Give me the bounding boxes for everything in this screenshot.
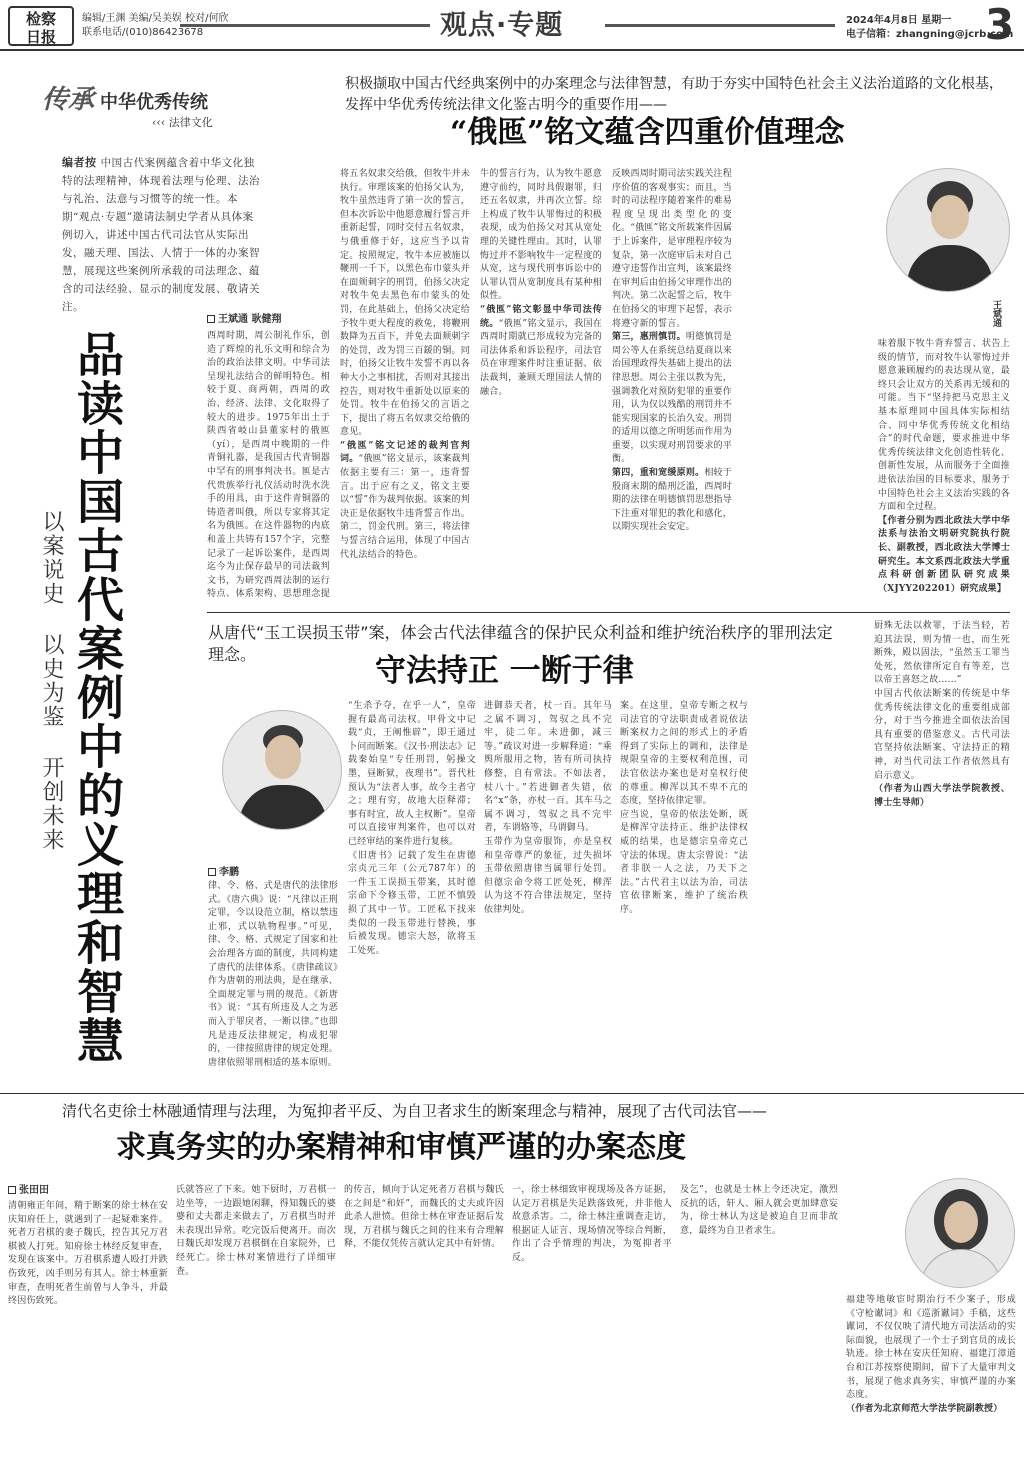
article1-col4: 反映西周时期司法实践关注程序价值的客观事实；而且，当时的司法程序随着案件的难易程度呈现出类型化的变化。“俄匜”铭文所载案件因属于上诉案件，是审理程序较为复杂，第一次庭审后未对自己遵守违誓作出宣判，该案最终在审判后由伯扬父审理作出的判决。第二次起誓之后，牧牛在伯扬父的审理下起誓，表示将遵守新的誓言。 第三，惠刑慎罚。明德慎罚是周公等人在系统总结夏商以来治国理政得失基础上提出的法律思想。周公主张以教为先，强调教化对预防犯罪的重要作用，认为仅以残酷的刑罚并不能实现国家的长治久安。刑罚的适用以德之所明惩而作用为重要，以实现对刑罚要求的平衡。 第四，重和宽缓原则。相较于殷商末期的酷刑泛滥，西周时期的法律在明德慎罚思想指导下注重对罪犯的教化和感化，以期实现社会安定。: [612, 169, 732, 533]
article3-col1: 清朝雍正年间，精于断案的徐士林在安庆知府任上，就遇到了一起疑难案件。死者万君棋的妻子魏氏，控告其兄万君棋被人打死。知府徐士林经反复审查，发现在该案中。万君棋系遭人殴打并跌伤致死，凶手则另有其人。徐士林重新审查，查明死者生前曾与人争斗，并最终因伤致死。: [8, 1201, 168, 1307]
editor-note-text: 中国古代案例蕴含着中华文化独特的法理精神，体现着法理与伦理、法治与礼治、法意与习惯等的统一性。本期“观点·专题”邀请法制史学者从具体案例切入，讲述中国古代司法官从实际出发，融天理、国法、人情于一体的办案智慧，展现这些案例所承载的司法理念、蕴含的司法经验、显示的制度发展、敬请关注。: [62, 157, 260, 313]
newspaper-logo: 检察 日报: [8, 6, 74, 46]
author-photo: [905, 1178, 1015, 1288]
article2-col2: “生杀予夺，在乎一人”，皇帝握有最高司法权。甲骨文中记载“贞，王阐惟辟”，即王通过卜问而断案。《汉书·刑法志》记载秦始皇“专任刑罚，躬操文墨，昼断狱，夜理书”。晋代杜预认为“法者人事，故今主者守之；理有穷，故地大臣释滞；事有时宜，故人主权断”。皇帝可以直接审判案件，也可以对已经审结的案件进行复核。 《旧唐书》记载了发生在唐德宗贞元三年（公元787年）的一件玉工误损玉带案，其时德宗命下令修玉带，工匠不慎毁损了其中一节。工匠私下找来类似的一段玉带进行替换，事后被发现。德宗大怒，欲将玉工处死。: [348, 701, 476, 956]
series-vertical-title: 品读中国古代案例中的义理和智慧: [69, 330, 124, 1065]
article3-col2: 氏就答应了下来。她下厨时，万君棋一边坐等，一边跟她闲聊，得知魏氏的婆婆和丈夫都走来做去了，万君棋当时并未表现出异常。吃完饭后便离开。而次日魏氏却发现万君棋倒在自家院外，已经死亡。徐士林对案情进行了详细审查。: [176, 1185, 336, 1277]
column-brand: [42, 85, 292, 145]
article1-col5: 味着服下牧牛背弃誓言、状告上级的情节，而对牧牛认罪悔过并愿意兼顾履约的表达现从宽，最终只会让双方的关系再无缓和的可能。当下“坚持把马克思主义基本原理同中国具体实际相结合、同中华优秀传统文化相结合”的时代命题，要求推进中华优秀传统法律文化创造性转化、创新性发展，从而服务于全面推进依法治国的目标要求，服务于中国特色社会主义法治实践的各方面和全过程。 【作者分别为西北政法大学中华法系与法治文明研究院执行院长、副教授，西北政法大学博士研究生。本文系西北政法大学重点科研创新团队研究成果（XJYY202201）研究成果】: [878, 339, 1010, 594]
article3-col5: 及乞”，也就是士林上令还决定，激烈反抗的话，轩人、厢人就会更加肆意妄为，徐士林认为这是被迫自卫而非故意，最终为自卫者求生。: [680, 1185, 838, 1236]
article2-col5: 厨殊无法以救罪，于法当轻，若迫其法误，则为情一也，而生死断殊，殿以固法，“虽然玉工罪当处死，然依律所定自有等差，岂以帝王喜怒之故……” 中国古代依法断案的传统是中华优秀传统法律文化的重要组成部分，对于当今推进全面依法治国具有重要的借鉴意义。古代司法官坚持依法断案、守法持正的精神，对当代司法工作者依然具有启示意义。 （作者为山西大学法学院教授、博士生导师）: [874, 621, 1010, 808]
article2-col4: 案。在这里，皇帝专断之权与司法官的守法职责成者说依法断案权力之间的形式上的矛盾得到了实际上的调和，法律是规限皇帝的主要权利范围，司法官依法办案也是对皇权行使的尊重。柳浑以其不卑不亢的态度，坚持依律定罪。 应当说，皇帝的依法处断，既是柳浑守法持正、维护法律权威的结果，也是德宗皇帝克己守法的体现。唐太宗曾说：“法者非朕一人之法，乃天下之法。”古代君主以法为治，司法官依律断案，维护了统治秩序。: [620, 701, 748, 915]
series-vertical-subtitle: 以案说史 以史为鉴 开创未来: [39, 510, 64, 852]
byline-box-icon: [208, 868, 216, 876]
brand-title: 传承 中华优秀传统: [42, 85, 209, 115]
article2-col1: 律、令、格、式是唐代的法律形式。《唐六典》说：“凡律以正刑定罪，令以设范立制，格以禁违止邪，式以轨物程事。”可见，律、令、格、式规定了国家和社会治理各方面的制度，共同构建了唐代的法律体系。《唐律疏议》作为唐朝的刑法典，是在继承、全面规定罪与刑的规范。《新唐书》说：“其有所违及人之为恶而入于罪戾者，一断以律。”也即凡是违反法律规定，构成犯罪的，一律按照唐律的规定处理。唐律依照罪刑相适的基本原则。: [208, 881, 338, 1068]
article1-author: 王斌通: [991, 300, 1001, 327]
article2-byline: 李鹏: [208, 866, 239, 880]
article3-byline: 张田田: [8, 1184, 49, 1198]
article3-col3: 的传言，倾向于认定死者万君棋与魏氏在之间是“和奸”，而魏氏的丈夫或许因此杀人泄愤。但徐士林在审查证据后发现，万君棋与魏氏之间的往来有合理解释，不能仅凭传言就认定其中有奸情。: [344, 1185, 504, 1250]
masthead-divider: [0, 49, 1024, 51]
article3-lead: 清代名吏徐士林融通情理与法理，为冤抑者平反、为自卫者求生的断案理念与精神，展现了古代司法官——: [62, 1102, 768, 1120]
author-photo: [222, 710, 342, 830]
masthead-rule-left: [180, 24, 430, 27]
page-number: 3: [985, 0, 1015, 49]
section-divider-2: [0, 1093, 1024, 1094]
article3-headline: 求真务实的办案精神和审慎严谨的办案态度: [116, 1130, 686, 1165]
article3-col6: 福建等地敏宦时期治行不少案子，形成《守枪谳词》和《巡浙谳词》手稿，这些谳词，不仅仅映了清代地方司法活动的实际面貌，也展现了一个士子到官员的成长轨迹。徐士林在安庆任知府、福建汀漳道台和江苏按察使期间，留下了大量审判文书，展现了他求真务实、审慎严谨的办案态度。 （作者为北京师范大学法学院副教授）: [846, 1295, 1016, 1414]
article1-lead: 积极撷取中国古代经典案例中的办案理念与法律智慧，有助于夯实中国特色社会主义法治道路的文化根基，发挥中华优秀传统法律文化鉴古明今的重要作用——: [345, 76, 1003, 113]
series-byline: 王斌通 耿健翔: [207, 313, 281, 327]
article1-col3: 牛的誓言行为，认为牧牛愿意遵守前约，同时具假谢罪，归还五名奴隶，并再次立誓。综上构成了牧牛认罪悔过的积极表现，成为伯扬父对其从宽处理的关键性理由。其时，认罪悔过并不影响牧牛一定程度的从宽，这与现代刑事诉讼中的认罪认罚从宽制度具有某种相似性。 “俄匜”铭文彰显中华司法传统。“俄匜”铭文显示，我国在西周时期就已形成较为完备的司法体系和诉讼程序，司法官员在审理案件时注重证据、依法裁判，兼顾天理国法人情的融合。: [480, 169, 602, 397]
article2-headline: 守法持正 一断于律: [375, 653, 634, 689]
editor-note-label: 编者按: [62, 156, 97, 169]
issue-date: 2024年4月8日 星期一 电子信箱：zhangning@jcrb.com: [846, 15, 1014, 40]
byline-box-icon: [207, 315, 215, 323]
editor-credits: 编辑/王渊 美编/吴美娱 校对/何欣 联系电话/(010)86423678: [82, 13, 229, 38]
article2-col4-cont: [756, 700, 866, 1085]
article3-col4: 一，徐士林细致审视现场及各方证据，认定万君棋是失足跌落致死，并非他人故意杀害。二，徐士林注重调查走访，根据证人证言、现场情况等综合判断，作出了合乎情理的判决，为冤抑者平反。: [512, 1185, 672, 1263]
article1-col4-cont: [742, 168, 878, 600]
section-title: 观点·专题: [440, 10, 564, 41]
article1-col2: 将五名奴隶交给俄，但牧牛并未执行。审理该案的伯扬父认为，牧牛虽然违背了第一次的誓言，但本次诉讼中他愿意履行誓言并重新起誓，同时交付五名奴隶，与俄重修于好，这应当予以肯定。按照规定，牧牛本应被施以鞭刑一千下，以黑色布巾蒙头并在面颊刺字的刑罚，伯扬父决定对牧牛免去黑色布巾蒙头的处罚，在此基础上，伯扬父决定给予牧牛更大程度的救免，将鞭刑数降为五百下，并免去面颊刺字的处罚，改为罚三百鍰的铜。同时，伯扬父让牧牛发誓不再以各种大小之事相扰，否则对其接出控告，则对牧牛重新处以原来的处罚。牧牛在伯扬父的言语之下，提出了将五名奴隶交给俄的意见。 “俄匜”铭文记述的裁判官判词。“俄匜”铭文显示，该案裁判依据主要有三：第一，违背誓言。出于应有之义，铭文主要以“誓”作为裁判依据。该案的判决正是依据牧牛违背誓言作出。第二，罚金代刑。第三，将法律与誓言结合运用，体现了中国古代礼法结合的特色。: [340, 169, 470, 560]
section-divider-1: [207, 612, 1010, 613]
editor-note: [62, 154, 262, 316]
brand-subtitle: ‹‹‹ 法律文化: [152, 116, 213, 129]
article1-col1: 西周时期，周公制礼作乐，创造了辉煌的礼乐文明和综合为治的政治法律文明。中华司法呈现礼法结合的鲜明特色。相较于夏、商两朝，西周的政治、经济、法律、文化取得了较大的进步。1975年出土于陕西省岐山县董家村的俄匜（yí），是西周中晚期的一件青铜礼器，是我国古代青铜器中罕有的刑事判决书。匜是古代贵族举行礼仪活动时洗水洗手的用具，由于这件青铜器的铸造者叫俄，所以专家将其定名为俄匜。在这件器物的内底和盖上共铸有157个字，完整记录了一起诉讼案件，是西周迄今为止保存最早的司法裁判文书，为研究西周法制的运行特点、体系架构、思想理念提: [207, 331, 330, 600]
article2-col3: 进御恭天者，杖一百。其年马之属不调习，驾驭之具不完牢，徒二年。未进御，减三等。”疏议对进一步解释道：“乘舆所服用之物，皆有所司执持修整，自有常法。不如法者，杖八十。”若进御者失错，依名“ⅹ”条，亦杖一百。其车马之属不调习，驾驭之具不完牢者，车谓辂等，马谓御马。 玉带作为皇帝服饰，亦是皇权和皇帝尊严的象征，过失损坏玉带依照唐律当属罪行处罚。但德宗命令将工匠处死，柳浑认为这不符合律法规定，坚持依律判处。: [484, 701, 612, 915]
byline-box-icon: [8, 1186, 16, 1194]
article1-headline: “俄匜”铭文蕴含四重价值理念: [450, 115, 845, 150]
author-photo: [886, 168, 1010, 292]
masthead-rule-right: [605, 24, 835, 27]
article2-lead: 从唐代“玉工误损玉带”案，体会古代法律蕴含的保护民众利益和维护统治秩序的罪刑法定理念。: [208, 623, 833, 664]
